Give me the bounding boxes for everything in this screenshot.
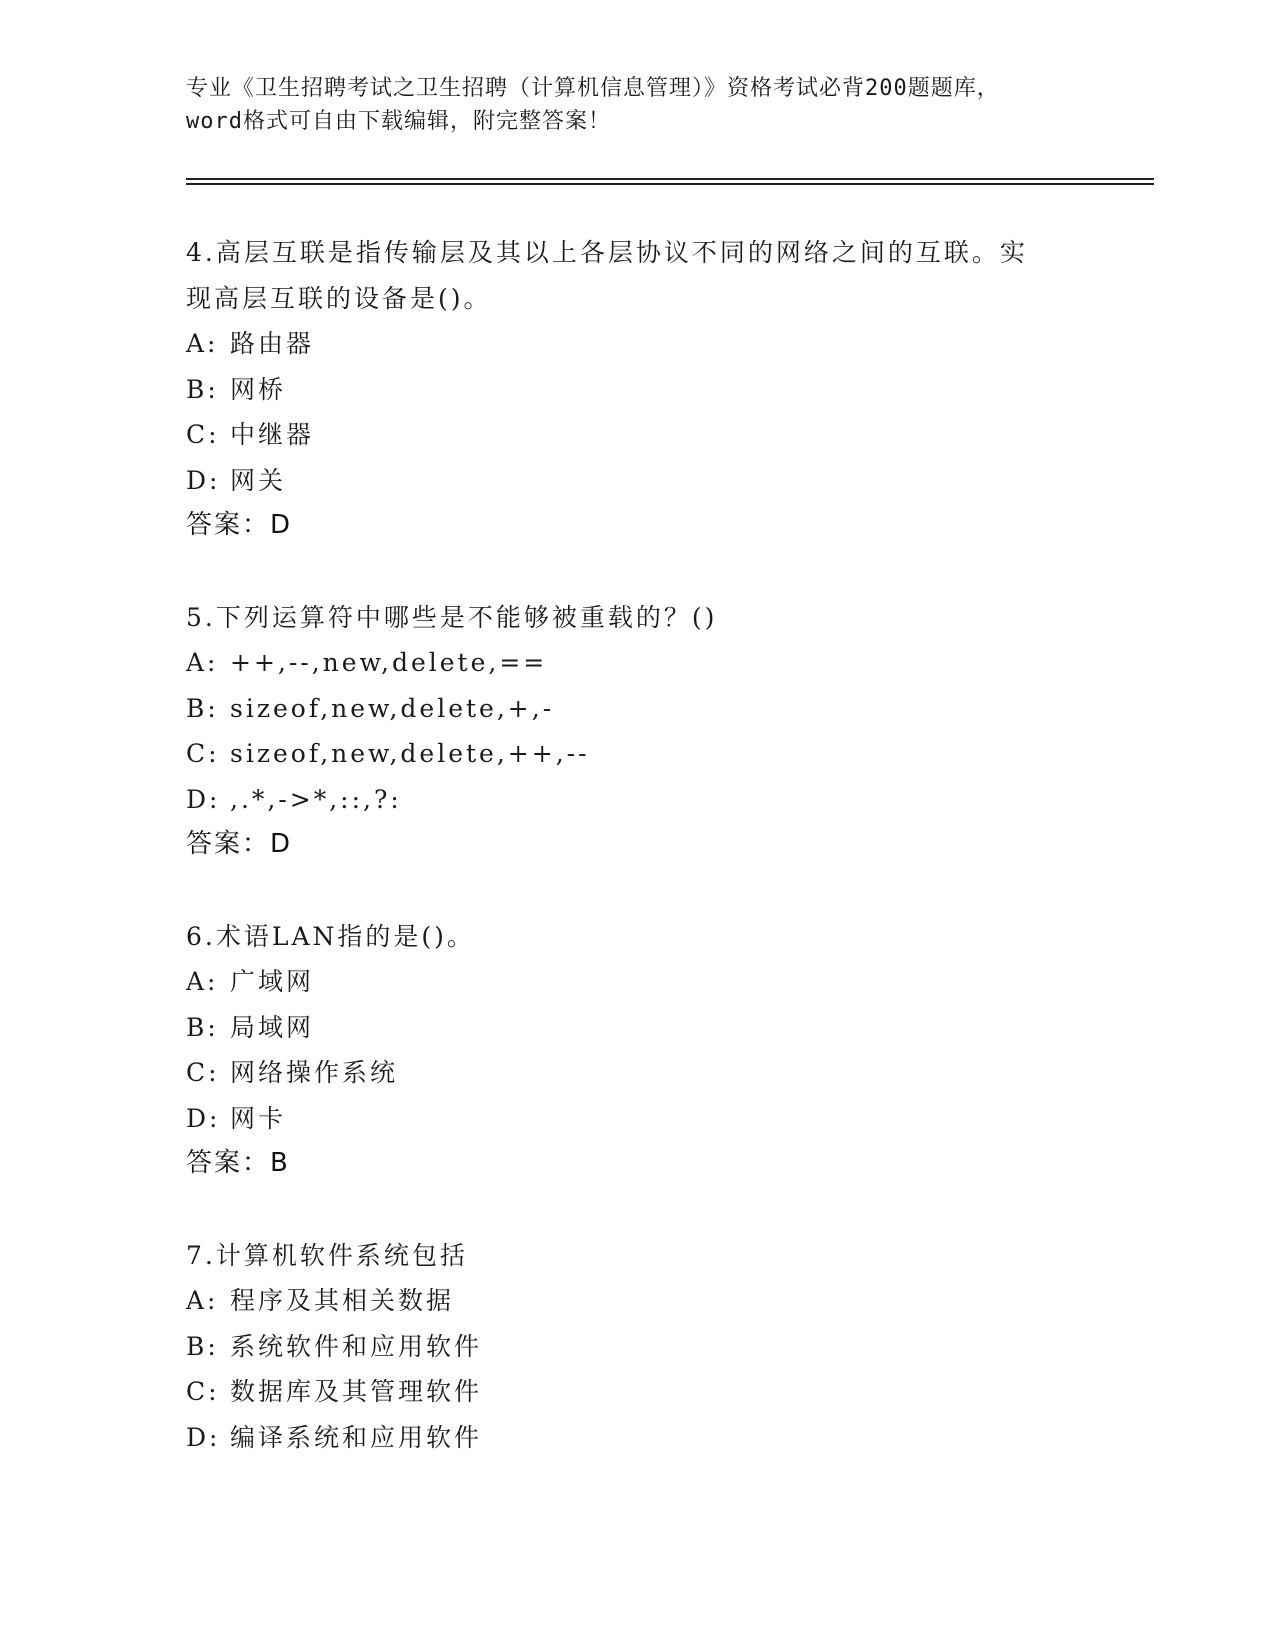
option-b bbox=[186, 367, 1086, 413]
option-text: 广域网 bbox=[230, 967, 315, 996]
question-4 bbox=[186, 230, 1086, 549]
question-text-line: 现高层互联的设备是()。 bbox=[186, 283, 492, 313]
header-divider-bottom bbox=[186, 183, 1154, 185]
question-6 bbox=[186, 914, 1086, 1187]
option-text: sizeof,new,delete,+,- bbox=[230, 693, 555, 723]
option-text: 系统软件和应用软件 bbox=[230, 1331, 483, 1361]
option-text: 程序及其相关数据 bbox=[230, 1286, 455, 1315]
option-d bbox=[186, 777, 1086, 823]
option-c bbox=[186, 731, 1086, 777]
option-text: 网络操作系统 bbox=[230, 1058, 399, 1087]
option-text: 网关 bbox=[230, 465, 287, 495]
option-c bbox=[186, 412, 1086, 458]
option-letter: B: bbox=[186, 374, 219, 404]
question-text-line: 5.下列运算符中哪些是不能够被重载的？() bbox=[186, 602, 718, 632]
option-text: 网卡 bbox=[230, 1103, 287, 1133]
option-a bbox=[186, 1278, 1086, 1324]
option-letter: D: bbox=[186, 465, 221, 495]
option-text: 中继器 bbox=[230, 420, 315, 449]
option-d bbox=[186, 1415, 1086, 1461]
option-letter: C: bbox=[186, 420, 220, 449]
option-text: 路由器 bbox=[230, 329, 315, 358]
option-letter: D: bbox=[186, 1103, 221, 1133]
option-text: sizeof,new,delete,++,-- bbox=[230, 739, 590, 768]
header-line-1: 专业《卫生招聘考试之卫生招聘（计算机信息管理）》资格考试必背200题题库， bbox=[186, 76, 1000, 101]
option-letter: A: bbox=[186, 1286, 219, 1315]
question-text-line: 7.计算机软件系统包括 bbox=[186, 1240, 468, 1270]
option-letter: C: bbox=[186, 1058, 220, 1087]
option-text: ,.*,->*,::,?: bbox=[230, 784, 402, 814]
option-b bbox=[186, 1324, 1086, 1370]
option-text: 数据库及其管理软件 bbox=[230, 1377, 483, 1406]
option-letter: B: bbox=[186, 1012, 219, 1042]
header-line-2: word格式可自由下载编辑，附完整答案！ bbox=[186, 109, 611, 134]
question-7 bbox=[186, 1233, 1086, 1461]
option-text: 网桥 bbox=[230, 374, 287, 404]
option-a bbox=[186, 959, 1086, 1005]
option-letter: A: bbox=[186, 648, 219, 677]
option-letter: D: bbox=[186, 1422, 221, 1452]
answer-label: 答案：B bbox=[186, 1148, 290, 1178]
option-b bbox=[186, 686, 1086, 732]
question-text-line: 6.术语LAN指的是()。 bbox=[186, 921, 475, 951]
option-d bbox=[186, 458, 1086, 504]
question-5 bbox=[186, 595, 1086, 868]
option-a bbox=[186, 321, 1086, 367]
question-list bbox=[186, 230, 1086, 1506]
header-divider-top bbox=[186, 178, 1154, 180]
option-letter: D: bbox=[186, 784, 221, 814]
option-a bbox=[186, 640, 1086, 686]
option-text: 局域网 bbox=[230, 1012, 315, 1042]
option-text: 编译系统和应用软件 bbox=[230, 1422, 483, 1452]
option-text: ++,--,new,delete,== bbox=[230, 648, 548, 677]
option-letter: C: bbox=[186, 739, 220, 768]
document-header bbox=[186, 72, 1086, 138]
option-letter: C: bbox=[186, 1377, 220, 1406]
option-c bbox=[186, 1050, 1086, 1096]
option-letter: A: bbox=[186, 967, 219, 996]
option-letter: A: bbox=[186, 329, 219, 358]
option-c bbox=[186, 1369, 1086, 1415]
answer-label: 答案：D bbox=[186, 510, 293, 540]
option-b bbox=[186, 1005, 1086, 1051]
option-letter: B: bbox=[186, 1331, 219, 1361]
answer-label: 答案：D bbox=[186, 829, 293, 859]
option-letter: B: bbox=[186, 693, 219, 723]
question-text-line: 4.高层互联是指传输层及其以上各层协议不同的网络之间的互联。实 bbox=[186, 238, 1028, 267]
option-d bbox=[186, 1096, 1086, 1142]
